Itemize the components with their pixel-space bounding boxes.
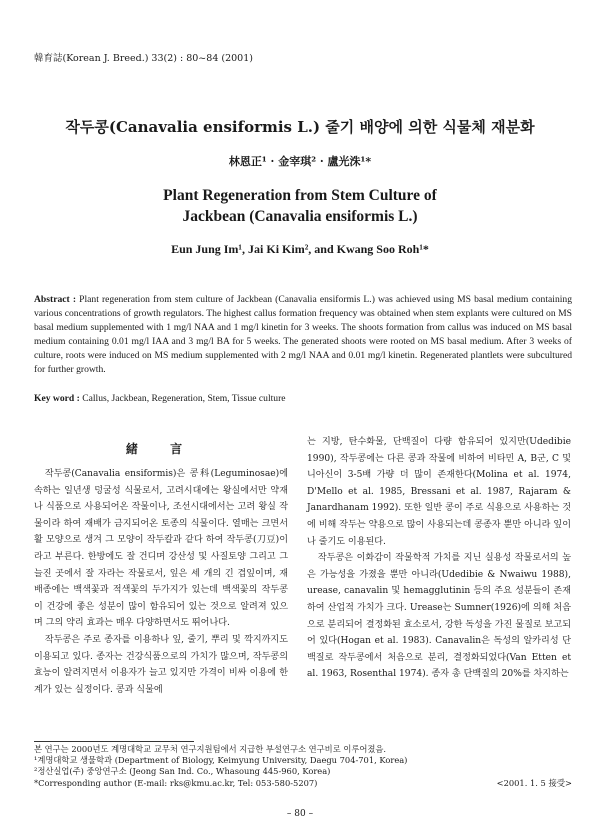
abstract-label: Abstract : — [34, 294, 77, 305]
section-heading: 緒 言 — [125, 442, 197, 456]
left-paragraph-1: 작두콩(Canavalia ensiformis)은 콩科(Leguminosae)에 속하는 일년생 덩굴성 식물로서, 고려시대에는 왕실에서만 약재나 식품으로 사용되어온 작물이나, 조선시대에서는 고려 왕실 작물이라 하여 재배가 금지되어온 토종의 식물이다. 열매는 크면서 활 모양으로 생겨 그 모양이 작두칼과 같다 하여 작두콩(刀豆)이라고 부른다. 한방에도 잘 건디며 강산성 및 사질토양 그리고 그늘진 곳에서 잘 자라는 작물로서, 잎은 세 개의 긴 겹잎이며, 재배종에는 백색꽃과 적색꽃의 두가지가 있는데 백색꽃의 작두콩이 건강에 좋은 성분이 많이 함유되어 있는 것으로 알려져 있으며 그의 약리 효과는 매우 다양하면서도 뛰어나다. — [34, 469, 288, 629]
right-paragraph-2: 작두콩은 이화감이 작물학적 가치를 지닌 실용성 작물로서의 높은 가능성을 가졌을 뿐만 아니라(Udedibie & Nwaiwu 1988), urease, canavalin 및 hemagglutinin 등의 주요 성분들이 존재하여 산업적 가치가 크다. Urease는 Sumner(1926)에 의해 처음으로 분리되어 결정화된 효소로서, 강한 독성을 가진 물질로 보고되어 있다(Hogan et al. 1983). Canavalin은 독성의 알카리성 단백질로 작두콩에서 처음으로 분리, 결정화되었다(Van Etten et al. 1963, Rosenthal 1974). 종자 총 단백질의 20%를 차지하는 — [307, 553, 571, 680]
keyword-label: Key word : — [34, 393, 80, 404]
korean-title: 작두콩(Canavalia ensiformis L.) 줄기 배양에 의한 식물체 재분화 — [65, 118, 535, 136]
abstract-text: Plant regeneration from stem culture of Jackbean (Canavalia ensiformis L.) was achieved using MS basal medium containing various concentrations of growth regulators. The highest callus formation frequency was obtained when stem explants were cultured on MS basal medium supplemented with 1 mg/l NAA and 1 mg/l kinetin for 3 weeks. The shoots formation from callus was induced on MS basal medium containing 0.01 mg/l IAA and 3 mg/l BA for 5 weeks. The generated shoots were rooted on MS basal medium. After 3 weeks of culture, roots were induced on MS medium supplemented with 2 mg/l NAA and 0.01 mg/l kinetin. Regenerated plantlets were subcultured for further growth. — [34, 294, 572, 375]
right-paragraph-1: 는 지방, 탄수화물, 단백질이 다량 함유되어 있지만(Udedibie 1990), 작두콩에는 다른 콩과 작물에 비하여 비타민 A, B군, C 및 니아신이 3-5배 가량 더 많이 존재한다(Molina et al. 1974, D'Mello et al. 1985, Bressani et al. 1987, Rajaram & Janardhanam 1992). 또한 일반 콩이 주로 식용으로 사용하는 것에 비해 작두는 약용으로 많이 사용되는데 콩종자 뿐만 아니라 잎이나 줄기도 이용된다. — [307, 437, 571, 547]
english-title — [0, 185, 600, 227]
keywords — [34, 393, 572, 404]
right-column — [307, 434, 571, 683]
footnotes — [34, 744, 572, 789]
left-column — [34, 466, 288, 698]
footnote-affiliation-1: ¹계명대학교 생물학과 (Department of Biology, Keimyung University, Daegu 704-701, Korea) — [34, 755, 408, 766]
page-number: – 80 – — [286, 809, 314, 819]
english-title-line2: Jackbean (Canavalia ensiformis L.) — [182, 208, 418, 225]
received-date: <2001. 1. 5 接受> — [496, 778, 572, 788]
english-title-line1: Plant Regeneration from Stem Culture of — [163, 187, 437, 204]
keyword-text: Callus, Jackbean, Regeneration, Stem, Tissue culture — [82, 393, 286, 404]
abstract — [34, 293, 572, 376]
footnote-corresponding: *Corresponding author (E-mail: rks@kmu.ac.kr, Tel: 053-580-5207) — [34, 777, 318, 788]
footnote-divider — [34, 741, 194, 742]
left-paragraph-2: 작두콩은 주로 종자를 이용하나 잎, 줄기, 뿌리 및 깍지까지도 이용되고 있다. 종자는 건강식품으로의 가치가 많으며, 작두콩의 효능이 알려지면서 이용자가 늘고 있지만 가격이 비싸 이용에 한계가 있는 실정이다. 콩과 식물에 — [34, 634, 288, 695]
journal-citation: 韓育誌(Korean J. Breed.) 33(2) : 80~84 (2001) — [34, 53, 253, 64]
footnote-affiliation-2: ²정산실업(주) 중앙연구소 (Jeong San Ind. Co., Whasoung 445-960, Korea) — [34, 766, 331, 777]
english-authors: Eun Jung Im¹, Jai Ki Kim², and Kwang Soo Roh¹* — [171, 242, 429, 256]
footnote-funding: 본 연구는 2000년도 계명대학교 교무처 연구지원팀에서 지급한 부설연구소 연구비로 이루어졌음. — [34, 744, 387, 754]
korean-authors: 林恩正¹ · 金宰琪² · 盧光洙¹* — [228, 155, 372, 168]
